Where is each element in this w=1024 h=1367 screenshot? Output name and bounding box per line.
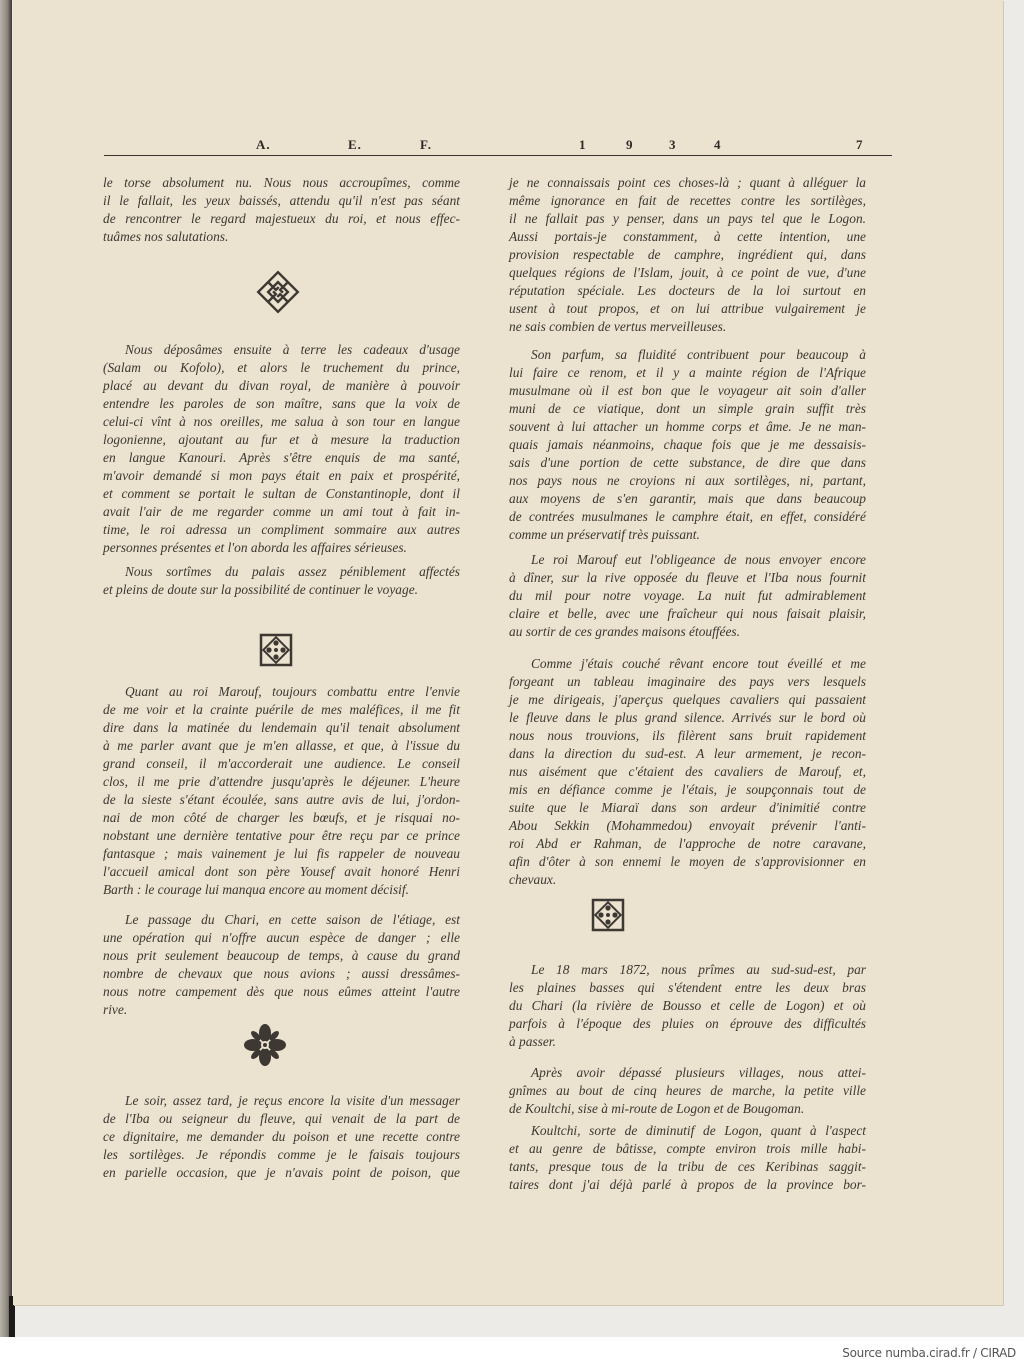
header-letter-a: A. [256,137,271,152]
text-line: gnîmes au bout de cinq heures de marche, la petite ville [509,1083,866,1098]
text-line: et pleins de doute sur la possibilité de continuer le voyage. [103,582,418,597]
text-line: même ignorance en fait de recettes contre les sortilèges, [509,193,866,208]
text-line: taires dont j'ai déjà parlé à propos de la province bor- [509,1177,866,1192]
paragraph [509,655,866,889]
text-line: nai de mon côté de charger les bœufs, et je risquai no- [103,810,460,825]
header-year-digit: 4 [714,137,722,152]
text-line: entendre les paroles de son maître, sans que la voix de [103,396,460,411]
text-line: roi Abd er Rahman, de l'approche de notre caravane, [509,836,866,851]
text-line: ne sais combien de vertus merveilleuses. [509,319,727,334]
text-line: de me voir et la crainte puérile de mes maléfices, il me fit [103,702,460,717]
text-line: Koultchi, sorte de diminutif de Logon, quant à l'aspect [531,1123,866,1138]
header-year-digit: 3 [669,137,677,152]
text-line: m'avoir demandé si mon pays était en paix et prospérité, [103,468,460,483]
text-line: nos pays nous ne croyions ni aux sortilèges, ni, partant, [509,473,866,488]
text-line: Son parfum, sa fluidité contribuent pour beaucoup à [531,347,866,362]
text-line: usent à tout propos, et on lui attribue vulgairement je [509,301,866,316]
text-line: logonienne, ajoutant au fur et à mesure la traduction [103,432,460,447]
text-line: sais d'une portion de cette substance, de dire que dans [509,455,866,470]
header-letter-e: E. [348,137,362,152]
paragraph [509,346,866,544]
paragraph [509,1064,866,1118]
header-year-digit: 1 [579,137,587,152]
text-line: parfois à l'époque des pluies on éprouve des difficultés [509,1016,866,1031]
text-line: tants, presque tous de la tribu de ces Keribinas saggit- [509,1159,866,1174]
paragraph [103,911,460,1019]
text-line: placé au devant du divan royal, de manière à pouvoir [103,378,460,393]
text-line: provision respectable de camphre, ingrédient qui, dans [509,247,866,262]
text-line: le fleuve dans le plus grand silence. Arrivés sur le bord où [509,710,866,725]
text-line: du mil pour notre voyage. La nuit fut admirablement [509,588,866,603]
text-line: réputation spéciale. Les docteurs de la loi surtout en [509,283,866,298]
text-line: Quant au roi Marouf, toujours combattu entre l'envie [125,684,460,699]
text-line: nous prit seulement beaucoup de temps, à cause du grand [103,948,460,963]
source-credit: Source numba.cirad.fr / CIRAD [842,1346,1016,1360]
header-letter-f: F. [420,137,432,152]
header-year-digit: 9 [626,137,634,152]
text-line: afin d'ôter à son ennemi le moyen de s'approvisionner en [509,854,866,869]
text-line: rive. [103,1002,128,1017]
text-line: fantasque ; mais vainement je lui fis rappeler de nouveau [103,846,460,861]
text-line: grand conseil, il m'accorderait une audience. Le conseil [103,756,460,771]
text-line: clos, il me prie d'attendre jusqu'après le déjeuner. L'heure [103,774,460,789]
text-line: forgeant un tableau imaginaire des pays vers lesquels [509,674,866,689]
paragraph [509,961,866,1051]
text-line: aux moyens de s'en garantir, mais que dans beaucoup [509,491,866,506]
text-line: nous notre campement dès que nous eûmes atteint l'autre [103,984,460,999]
paragraph [509,174,866,336]
paragraph [509,1122,866,1194]
text-line: en parielle occasion, que je n'avais point de poison, que [103,1165,460,1180]
text-line: quelques régions de l'Islam, jouit, à ce point de vue, d'une [509,265,866,280]
text-line: personnes présentes et l'on aborda les affaires sérieuses. [103,540,407,555]
text-line: tuâmes nos salutations. [103,229,229,244]
dotted-square-ornament-icon [590,897,626,933]
text-line: Le 18 mars 1872, nous prîmes au sud-sud-est, par [531,962,866,977]
text-line: de Koultchi, sise à mi-route de Logon et de Bougoman. [509,1101,805,1116]
text-line: mis en défiance comme je l'étais, je soupçonnais tout de [509,782,866,797]
text-line: et comment se portait le sultan de Constantinople, dont il [103,486,460,501]
text-line: au sortir de ces grandes maisons étouffées. [509,624,740,639]
text-line: chevaux. [509,872,557,887]
text-line: nombre de chevaux que nous avions ; aussi dressâmes- [103,966,460,981]
text-line: suite que le Miaraï dans son ardeur d'inimitié contre [509,800,866,815]
paragraph [103,563,460,599]
text-line: il ne fallait pas y penser, dans un pays tel que le Logon. [509,211,866,226]
page-number: 7 [856,137,864,152]
text-line: de contrées musulmanes le camphre était, en effet, considéré [509,509,866,524]
text-line: Nous déposâmes ensuite à terre les cadeaux d'usage [125,342,460,357]
text-line: les sortilèges. Je répondis comme je le faisais toujours [103,1147,460,1162]
text-line: Le roi Marouf eut l'obligeance de nous envoyer encore [531,552,866,567]
paragraph [103,341,460,557]
text-line: Après avoir dépassé plusieurs villages, nous attei- [531,1065,866,1080]
paragraph [103,683,460,899]
text-line: et au genre de bâtisse, compte environ trois mille habi- [509,1141,866,1156]
text-line: Nous sortîmes du palais assez péniblement affectés [125,564,460,579]
text-line: muni de ce viatique, dont un simple grain suffit très [509,401,866,416]
text-line: nous nous trouvions, ils filèrent sans bruit rapidement [509,728,866,743]
text-line: lui faire ce renom, et il y a mainte région de l'Afrique [509,365,866,380]
text-line: claire et belle, avec une fraîcheur qui nous faisait plaisir, [509,606,866,621]
text-line: Barth : le courage lui manqua encore au moment décisif. [103,882,409,897]
text-line: (Salam ou Kofolo), et alors le truchement du prince, [103,360,460,375]
text-line: dire dans la matinée du lendemain qu'il tenait absolument [103,720,460,735]
text-line: musulmane où il est bon que le voyageur ait soin d'aller [509,383,866,398]
text-line: Abou Sekkin (Mohammedou) envoyait prévenir l'anti- [509,818,866,833]
text-line: Le passage du Chari, en cette saison de l'étiage, est [125,912,460,927]
text-line: une opération qui n'offre aucun espèce de danger ; elle [103,930,460,945]
text-line: ce dignitaire, me demander du poison et une recette contre [103,1129,460,1144]
dotted-square-ornament-icon [258,632,294,668]
text-line: time, le roi adressa un compliment sommaire aux autres [103,522,460,537]
quatrefoil-flower-ornament-icon [243,1023,287,1067]
paragraph [103,174,460,246]
paragraph [509,551,866,641]
header-rule [104,155,892,156]
text-line: Le soir, assez tard, je reçus encore la visite d'un messager [125,1093,460,1108]
text-line: du Chari (la rivière de Bousso et celle de Logon) et où [509,998,866,1013]
text-line: en langue Kanouri. Après s'être enquis de ma santé, [103,450,460,465]
text-line: avait l'air de me regarder comme un ami tout à fait in- [103,504,460,519]
text-line: comme un préservatif très puissant. [509,527,700,542]
text-line: à me parler avant que je m'en allasse, et que, à l'issue du [103,738,460,753]
text-line: Aussi portais-je constamment, à cette intention, une [509,229,866,244]
paragraph [103,1092,460,1182]
text-line: le torse absolument nu. Nous nous accroupîmes, comme [103,175,460,190]
text-line: dans la direction du sud-est. A leur armement, je recon- [509,746,866,761]
text-line: celui-ci vînt à nos oreilles, me salua à son tour en langue [103,414,460,429]
text-line: Comme j'étais couché rêvant encore tout éveillé et me [531,656,866,671]
text-line: je ne connaissais point ces choses-là ; quant à alléguer la [509,175,866,190]
text-line: les plaines basses qui s'étendent entre les deux bras [509,980,866,995]
text-line: il le fallait, les yeux baissés, attendu qu'il n'est pas séant [103,193,460,208]
text-line: nus aisément que c'étaient des cavaliers de Marouf, et, [509,764,866,779]
text-line: quais jamais néanmoins, chaque fois que je me dessaisis- [509,437,866,452]
text-line: de la sieste s'étant écoulée, sans autre avis de lui, j'ordon- [103,792,460,807]
text-line: souvent à lui attacher un homme corps et âme. Je ne man- [509,419,866,434]
text-line: de rencontrer le regard majestueux du roi, et nous effec- [103,211,460,226]
text-line: je me dirigeais, j'aperçus quelques cavaliers qui passaient [509,692,866,707]
text-line: à passer. [509,1034,556,1049]
greek-key-diamond-ornament-icon [255,269,301,315]
text-line: l'accueil amical dont son père Yousef avait honoré Henri [103,864,460,879]
text-line: de l'Iba ou seigneur du fleuve, qui venait de la part de [103,1111,460,1126]
book-spine-edge [0,0,12,1337]
text-line: nobstant une dernière tentative pour être reçu par ce prince [103,828,460,843]
text-line: à dîner, sur la rive opposée du fleuve et l'Iba nous fournit [509,570,866,585]
